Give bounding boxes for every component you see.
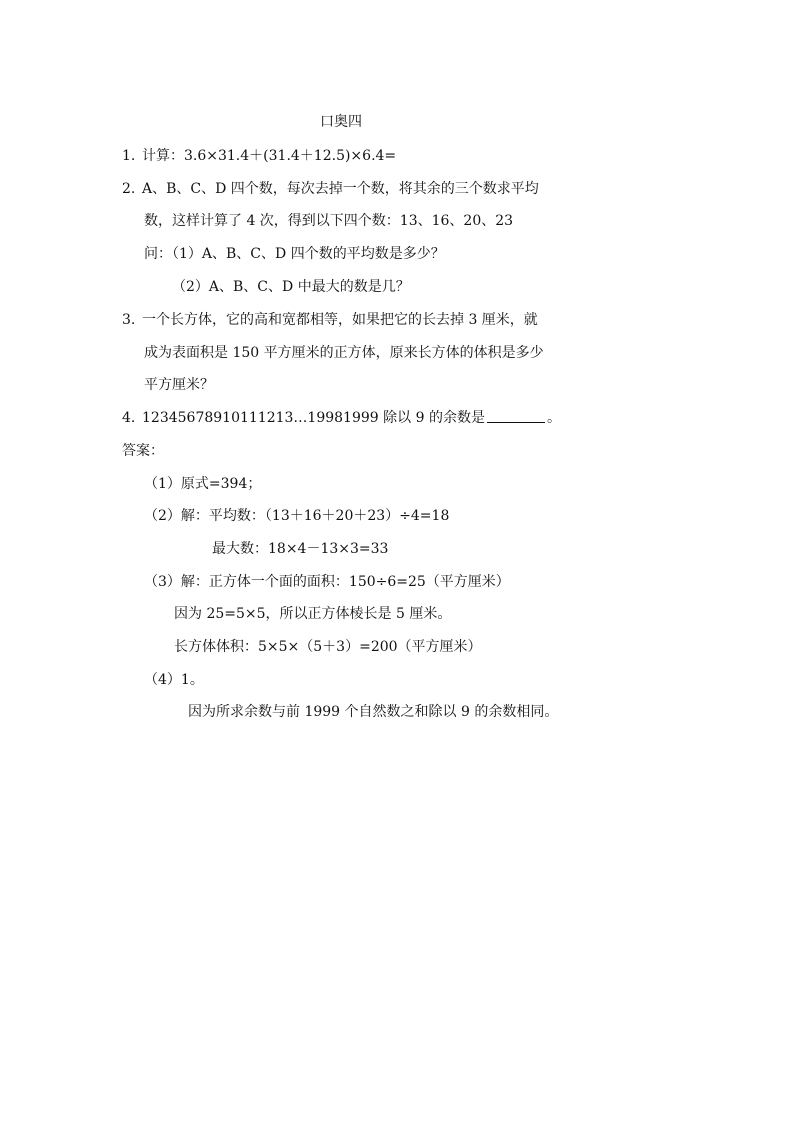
question-3 — [122, 310, 538, 330]
question-subpart: 问：（1）A、B、C、D 四个数的平均数是多少？ — [144, 246, 445, 262]
answer-line: 因为 25=5×5，所以正方体棱长是 5 厘米。 — [174, 606, 452, 622]
question-number: 4. — [122, 410, 136, 426]
question-2 — [122, 179, 539, 199]
question-number: 1. — [122, 148, 136, 164]
answer-line: 因为所求余数与前 1999 个自然数之和除以 9 的余数相同。 — [188, 704, 559, 720]
question-number: 3. — [122, 312, 136, 328]
answer-line: 长方体体积：5×5×（5＋3）=200（平方厘米） — [174, 639, 482, 655]
question-text: 12345678910111213…19981999 除以 9 的余数是 — [142, 410, 485, 426]
answer-line: （2）解：平均数：（13＋16＋20＋23）÷4=18 — [144, 508, 450, 524]
question-1 — [122, 146, 396, 166]
question-text: 平方厘米？ — [144, 377, 214, 393]
question-text-end: 。 — [546, 410, 561, 426]
question-4 — [122, 408, 561, 428]
question-text: 一个长方体，它的高和宽都相等，如果把它的长去掉 3 厘米，就 — [142, 312, 538, 328]
question-text: 成为表面积是 150 平方厘米的正方体，原来长方体的体积是多少 — [144, 345, 544, 361]
answer-blank — [487, 408, 545, 423]
question-text: A、B、C、D 四个数，每次去掉一个数，将其余的三个数求平均 — [142, 181, 539, 197]
question-text: 数，这样计算了 4 次，得到以下四个数：13、16、20、23 — [144, 213, 514, 229]
question-subpart: （2）A、B、C、D 中最大的数是几？ — [172, 279, 410, 295]
answer-line: （3）解：正方体一个面的面积：150÷6=25（平方厘米） — [144, 574, 510, 590]
answer-line: （1）原式=394； — [144, 476, 262, 492]
question-number: 2. — [122, 181, 136, 197]
answer-line: （4）1。 — [144, 672, 204, 688]
question-text: 计算：3.6×31.4＋(31.4＋12.5)×6.4= — [142, 148, 397, 164]
answers-heading: 答案： — [122, 443, 164, 459]
page-title: 口奥四 — [320, 114, 362, 130]
answer-line: 最大数：18×4－13×3=33 — [212, 541, 389, 557]
